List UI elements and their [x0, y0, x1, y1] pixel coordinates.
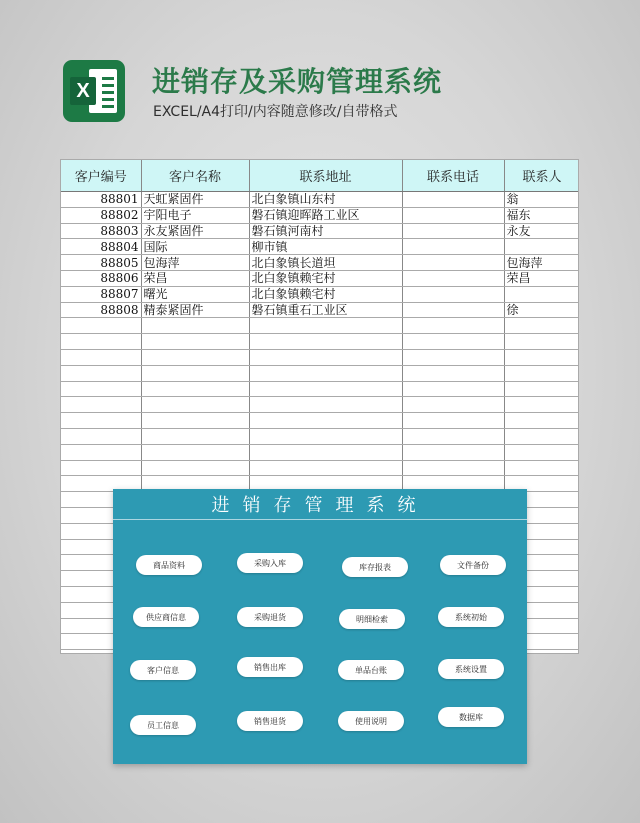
table-cell[interactable]: [141, 365, 249, 381]
panel-title: 进销存管理系统: [211, 495, 429, 516]
table-cell[interactable]: 永友紧固件: [141, 223, 249, 239]
page-title: 进销存及采购管理系统: [152, 65, 443, 98]
database-button[interactable]: 数据库: [438, 707, 504, 727]
table-row: [61, 334, 579, 350]
table-cell[interactable]: 北白象镇赖宅村: [249, 286, 402, 302]
detail-search-button[interactable]: 明细检索: [339, 609, 405, 629]
table-cell[interactable]: 精泰紧固件: [141, 302, 249, 318]
table-cell[interactable]: [504, 349, 579, 365]
table-cell[interactable]: [402, 381, 504, 397]
table-cell[interactable]: [504, 444, 579, 460]
table-cell[interactable]: [141, 397, 249, 413]
table-cell[interactable]: [61, 365, 141, 381]
table-row: [61, 286, 579, 302]
supplier-info-button[interactable]: 供应商信息: [133, 607, 199, 627]
table-row: [61, 318, 579, 334]
table-cell[interactable]: 包海萍: [504, 255, 579, 271]
system-settings-button[interactable]: 系统设置: [438, 659, 504, 679]
sales-out-button[interactable]: 销售出库: [237, 657, 303, 677]
table-cell[interactable]: [61, 334, 141, 350]
table-cell[interactable]: [249, 381, 402, 397]
table-cell[interactable]: [402, 428, 504, 444]
table-cell[interactable]: [141, 349, 249, 365]
page-subtitle: EXCEL/A4打印/内容随意修改/自带格式: [153, 104, 398, 120]
table-cell[interactable]: 北白象镇赖宅村: [249, 270, 402, 286]
table-cell[interactable]: 北白象镇山东村: [249, 192, 402, 208]
table-cell[interactable]: 88801: [61, 192, 141, 208]
table-cell[interactable]: [141, 428, 249, 444]
table-cell[interactable]: 88805: [61, 255, 141, 271]
table-row: [61, 365, 579, 381]
table-cell[interactable]: [249, 460, 402, 476]
table-cell[interactable]: 88802: [61, 207, 141, 223]
management-system-panel: [113, 489, 527, 764]
table-cell[interactable]: [249, 413, 402, 429]
table-row: [61, 302, 579, 318]
table-cell[interactable]: 柳市镇: [249, 239, 402, 255]
table-cell[interactable]: 88807: [61, 286, 141, 302]
staff-info-button[interactable]: 员工信息: [130, 715, 196, 735]
table-row: [61, 381, 579, 397]
table-cell[interactable]: 88804: [61, 239, 141, 255]
table-cell[interactable]: [402, 286, 504, 302]
panel-divider: [113, 519, 527, 520]
table-cell[interactable]: 曙光: [141, 286, 249, 302]
file-backup-button[interactable]: 文件备份: [440, 555, 506, 575]
table-cell[interactable]: [402, 207, 504, 223]
table-cell[interactable]: [504, 286, 579, 302]
column-header-address: 联系地址: [249, 160, 402, 192]
table-cell[interactable]: [402, 365, 504, 381]
table-cell[interactable]: [61, 349, 141, 365]
table-cell[interactable]: [141, 318, 249, 334]
customer-info-button[interactable]: 客户信息: [130, 660, 196, 680]
table-cell[interactable]: [504, 397, 579, 413]
table-cell[interactable]: [61, 381, 141, 397]
table-cell[interactable]: [61, 444, 141, 460]
stock-report-button[interactable]: 库存报表: [342, 557, 408, 577]
table-cell[interactable]: [504, 318, 579, 334]
table-cell[interactable]: [402, 413, 504, 429]
table-cell[interactable]: 磐石镇河南村: [249, 223, 402, 239]
table-cell[interactable]: [249, 397, 402, 413]
table-cell[interactable]: [402, 334, 504, 350]
table-row: [61, 349, 579, 365]
table-cell[interactable]: 磐石镇迎晖路工业区: [249, 207, 402, 223]
table-cell[interactable]: 88808: [61, 302, 141, 318]
table-cell[interactable]: [249, 444, 402, 460]
sales-return-button[interactable]: 销售退货: [237, 711, 303, 731]
table-cell[interactable]: [402, 239, 504, 255]
table-cell[interactable]: [61, 318, 141, 334]
table-cell[interactable]: [402, 349, 504, 365]
purchase-return-button[interactable]: 采购退货: [237, 607, 303, 627]
table-row: [61, 223, 579, 239]
table-cell[interactable]: [61, 397, 141, 413]
table-cell[interactable]: [141, 460, 249, 476]
excel-x-badge: X: [70, 77, 96, 105]
table-cell[interactable]: [402, 460, 504, 476]
table-row: [61, 460, 579, 476]
user-guide-button[interactable]: 使用说明: [338, 711, 404, 731]
table-cell[interactable]: [249, 349, 402, 365]
table-cell[interactable]: [141, 381, 249, 397]
table-cell[interactable]: [402, 444, 504, 460]
product-info-button[interactable]: 商品资料: [136, 555, 202, 575]
table-cell[interactable]: 天虹紧固件: [141, 192, 249, 208]
table-cell[interactable]: 北白象镇长道坦: [249, 255, 402, 271]
table-cell[interactable]: 永友: [504, 223, 579, 239]
table-row: [61, 239, 579, 255]
table-cell[interactable]: 包海萍: [141, 255, 249, 271]
table-cell[interactable]: [249, 318, 402, 334]
item-ledger-button[interactable]: 单品台账: [338, 660, 404, 680]
table-cell[interactable]: [402, 302, 504, 318]
table-cell[interactable]: 磐石镇重石工业区: [249, 302, 402, 318]
column-header-id: 客户编号: [61, 160, 141, 192]
table-cell[interactable]: 福东: [504, 207, 579, 223]
table-cell[interactable]: [141, 444, 249, 460]
table-cell[interactable]: [402, 318, 504, 334]
table-cell[interactable]: [504, 460, 579, 476]
table-cell[interactable]: [402, 255, 504, 271]
table-row: [61, 270, 579, 286]
column-header-name: 客户名称: [141, 160, 249, 192]
table-cell[interactable]: 国际: [141, 239, 249, 255]
table-cell[interactable]: [249, 334, 402, 350]
table-cell[interactable]: [61, 413, 141, 429]
table-cell[interactable]: [504, 334, 579, 350]
table-cell[interactable]: [249, 365, 402, 381]
table-cell[interactable]: [402, 397, 504, 413]
table-cell[interactable]: [249, 428, 402, 444]
table-row: [61, 192, 579, 208]
table-cell[interactable]: [504, 365, 579, 381]
column-header-phone: 联系电话: [402, 160, 504, 192]
table-cell[interactable]: 徐: [504, 302, 579, 318]
table-cell[interactable]: 荣昌: [504, 270, 579, 286]
table-cell[interactable]: [402, 192, 504, 208]
table-cell[interactable]: [61, 460, 141, 476]
purchase-in-button[interactable]: 采购入库: [237, 553, 303, 573]
table-row: [61, 207, 579, 223]
table-row: [61, 397, 579, 413]
table-cell[interactable]: [402, 223, 504, 239]
table-cell[interactable]: [61, 428, 141, 444]
column-header-contact: 联系人: [504, 160, 579, 192]
table-cell[interactable]: [504, 381, 579, 397]
table-cell[interactable]: [141, 334, 249, 350]
table-row: [61, 444, 579, 460]
table-cell[interactable]: [504, 413, 579, 429]
table-cell[interactable]: 宇阳电子: [141, 207, 249, 223]
table-cell[interactable]: [504, 428, 579, 444]
system-init-button[interactable]: 系统初始: [438, 607, 504, 627]
table-cell[interactable]: 88806: [61, 270, 141, 286]
table-row: [61, 428, 579, 444]
table-cell[interactable]: 荣昌: [141, 270, 249, 286]
table-header-row: [61, 160, 579, 192]
table-cell[interactable]: [402, 270, 504, 286]
table-cell[interactable]: [504, 239, 579, 255]
table-row: [61, 255, 579, 271]
table-cell[interactable]: [141, 413, 249, 429]
table-cell[interactable]: 翁: [504, 192, 579, 208]
table-row: [61, 413, 579, 429]
table-cell[interactable]: 88803: [61, 223, 141, 239]
excel-logo-icon: [63, 60, 125, 122]
